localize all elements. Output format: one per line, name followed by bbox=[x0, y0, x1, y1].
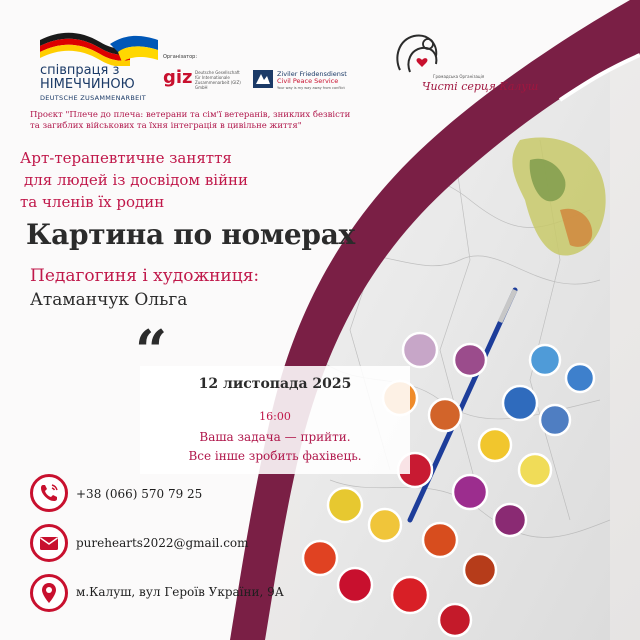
germany-cooperation-line2: НІМЕЧЧИНОЮ bbox=[40, 77, 135, 92]
contact-address[interactable]: м.Калуш, вул Героїв України, 9А bbox=[76, 585, 284, 599]
event-task bbox=[140, 428, 410, 466]
zfd-tagline: Your way is my way away from conflict bbox=[277, 86, 345, 90]
event-task-line-2: Все інше зробить фахівець. bbox=[188, 449, 362, 463]
page-title: Картина по номерах bbox=[26, 218, 355, 251]
quote-mark: “ bbox=[135, 318, 168, 384]
location-pin-icon bbox=[30, 574, 68, 612]
zfd-line1: Ziviler Friedensdienst bbox=[277, 70, 347, 78]
event-task-line-1: Ваша задача — прийти. bbox=[199, 430, 351, 444]
event-time: 16:00 bbox=[259, 410, 291, 423]
contact-phone[interactable]: +38 (066) 570 79 25 bbox=[76, 487, 203, 501]
germany-cooperation-line3: DEUTSCHE ZUSAMMENARBEIT bbox=[40, 94, 146, 102]
contact-email[interactable]: purehearts2022@gmail.com bbox=[76, 536, 249, 550]
phone-icon bbox=[30, 474, 68, 512]
teacher-role: Педагогиня і художниця: bbox=[30, 266, 260, 286]
mail-icon bbox=[30, 524, 68, 562]
giz-subtitle: Deutsche Gesellschaft für Internationale Zusammenarbeit (GIZ) GmbH bbox=[195, 70, 241, 90]
subtitle-line-3: та членів їх родин bbox=[20, 193, 165, 211]
organizer-label: Організатор: bbox=[163, 54, 198, 60]
pure-hearts-label: Громадська Організація bbox=[433, 74, 485, 79]
project-description: Проєкт "Плече до плеча: ветерани та сім'ї ветеранів, зниклих безвісти та загиблих військових та їхня інтеграція в цивільне життя" bbox=[30, 110, 351, 131]
germany-cooperation-line1: співпраця з bbox=[40, 63, 120, 78]
germany-ukraine-flag-icon bbox=[40, 30, 160, 66]
subtitle-line-2: для людей із досвідом війни bbox=[24, 171, 249, 189]
pure-hearts-logo-icon bbox=[392, 30, 452, 78]
event-date: 12 листопада 2025 bbox=[198, 376, 352, 392]
zfd-line2: Civil Peace Service bbox=[277, 77, 339, 85]
subtitle bbox=[20, 147, 340, 213]
pure-hearts-name: Чисті серця Калуш bbox=[422, 80, 539, 93]
teacher-name: Атаманчук Ольга bbox=[30, 290, 188, 310]
subtitle-line-1: Арт-терапевтичне заняття bbox=[20, 149, 232, 167]
giz-logo: giz bbox=[163, 67, 193, 88]
zfd-logo-icon bbox=[253, 70, 273, 88]
